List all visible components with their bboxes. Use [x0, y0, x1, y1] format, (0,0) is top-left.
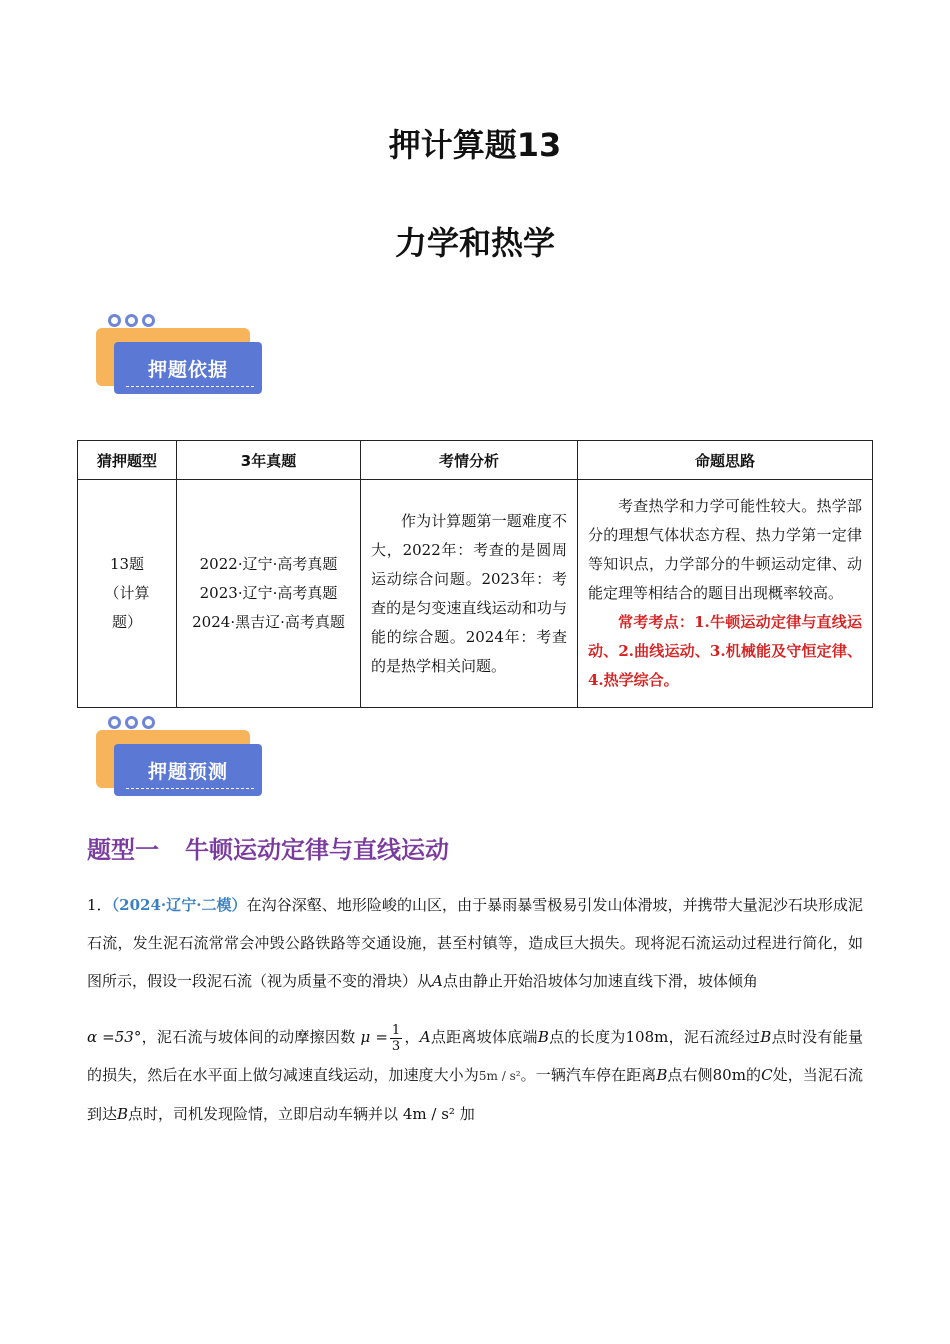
exam-item: 2023·辽宁·高考真题 [199, 584, 338, 602]
problem-text: 点时，司机发现险情，立即启动车辆并以 [128, 1105, 399, 1123]
point-a: A [419, 1028, 431, 1046]
problem-text: 点时没有能量的损失，然后在水平面上做匀减速直线运动，加速度大小为 [87, 1028, 863, 1084]
section-heading [87, 830, 449, 865]
type-line: 题） [111, 613, 142, 631]
table-row [78, 480, 873, 708]
header-type: 猜押题型 [78, 441, 177, 480]
exam-item: 2022·辽宁·高考真题 [199, 555, 338, 573]
analysis-cell: 作为计算题第一题难度不大，2022年：考查的是圆周运动综合问题。2023年：考查的是匀变速直线运动和功与能的综合题。2024年：考查的是热学相关问题。 [361, 480, 578, 708]
point-a: A [432, 972, 443, 990]
problem-text: 处，当泥石流到达 [87, 1066, 863, 1123]
header-analysis: 考情分析 [361, 441, 578, 480]
angle-formula: α =53° [87, 1028, 142, 1046]
page-title: 押计算题13 [388, 126, 562, 164]
point-b: B [117, 1105, 129, 1123]
header-exams: 3年真题 [177, 441, 361, 480]
point-b: B [537, 1028, 549, 1046]
fraction-numerator: 1 [391, 1022, 401, 1038]
problem-number: 1． [87, 896, 112, 914]
point-c: C [761, 1066, 773, 1084]
problem-text: 。一辆汽车停在距离 [520, 1066, 657, 1084]
section-badge-prediction [96, 724, 268, 808]
problem-source: （2024·辽宁·二模） [111, 896, 247, 914]
idea-cell [578, 480, 873, 708]
exams-cell [177, 480, 361, 708]
mu-formula: μ = [360, 1028, 388, 1046]
problem-text: ， [404, 1028, 420, 1046]
problem-text: 点的长度为108m，泥石流经过 [548, 1028, 761, 1046]
table-header-row [78, 441, 873, 480]
problem-paragraph [87, 886, 863, 1000]
key-points: 常考考点：1.牛顿运动定律与直线运动、2.曲线运动、3.机械能及守恒定律、4.热学综合。 [588, 613, 862, 689]
problem-paragraph-2 [87, 1018, 863, 1133]
problem-text: ，泥石流与坡体间的动摩擦因数 [141, 1028, 356, 1046]
badge-label: 押题预测 [114, 744, 262, 796]
fraction-denominator: 3 [391, 1038, 401, 1054]
section-label: 题型一 [87, 836, 159, 864]
exam-item: 2024·黑吉辽·高考真题 [192, 613, 345, 631]
problem-text: 点由静止开始沿坡体匀加速直线下滑，坡体倾角 [442, 972, 758, 990]
problem-text: 加 [459, 1105, 475, 1123]
section-title: 牛顿运动定律与直线运动 [185, 836, 449, 864]
problem-text: 点距离坡体底端 [430, 1028, 538, 1046]
analysis-table [77, 440, 873, 708]
page-subtitle: 力学和热学 [394, 224, 555, 262]
binder-rings-icon [108, 314, 155, 327]
acceleration-1: 5m / s² [478, 1069, 521, 1083]
type-line: 13题 [109, 555, 145, 573]
section-badge-basis [96, 322, 268, 406]
badge-label: 押题依据 [114, 342, 262, 394]
binder-rings-icon [108, 716, 155, 729]
idea-text: 考查热学和力学可能性较大。热学部分的理想气体状态方程、热力学第一定律等知识点，力学部分的牛顿运动定律、动能定理等相结合的题目出现概率较高。 [588, 497, 862, 602]
acceleration-2: 4m / s² [402, 1105, 455, 1123]
point-b: B [656, 1066, 668, 1084]
question-type-cell [78, 480, 177, 708]
header-idea: 命题思路 [578, 441, 873, 480]
problem-text: 在沟谷深壑、地形险峻的山区，由于暴雨暴雪极易引发山体滑坡，并携带大量泥沙石块形成泥石流，发生泥石流常常会冲毁公路铁路等交通设施，甚至村镇等，造成巨大损失。现将泥石流运动过程进行简化，如图所示，假设一段泥石流（视为质量不变的滑块）从 [87, 896, 864, 990]
problem-text: 点右侧80m的 [667, 1066, 762, 1084]
point-b: B [760, 1028, 772, 1046]
mu-fraction [390, 1023, 402, 1054]
type-line: （计算 [104, 584, 150, 602]
